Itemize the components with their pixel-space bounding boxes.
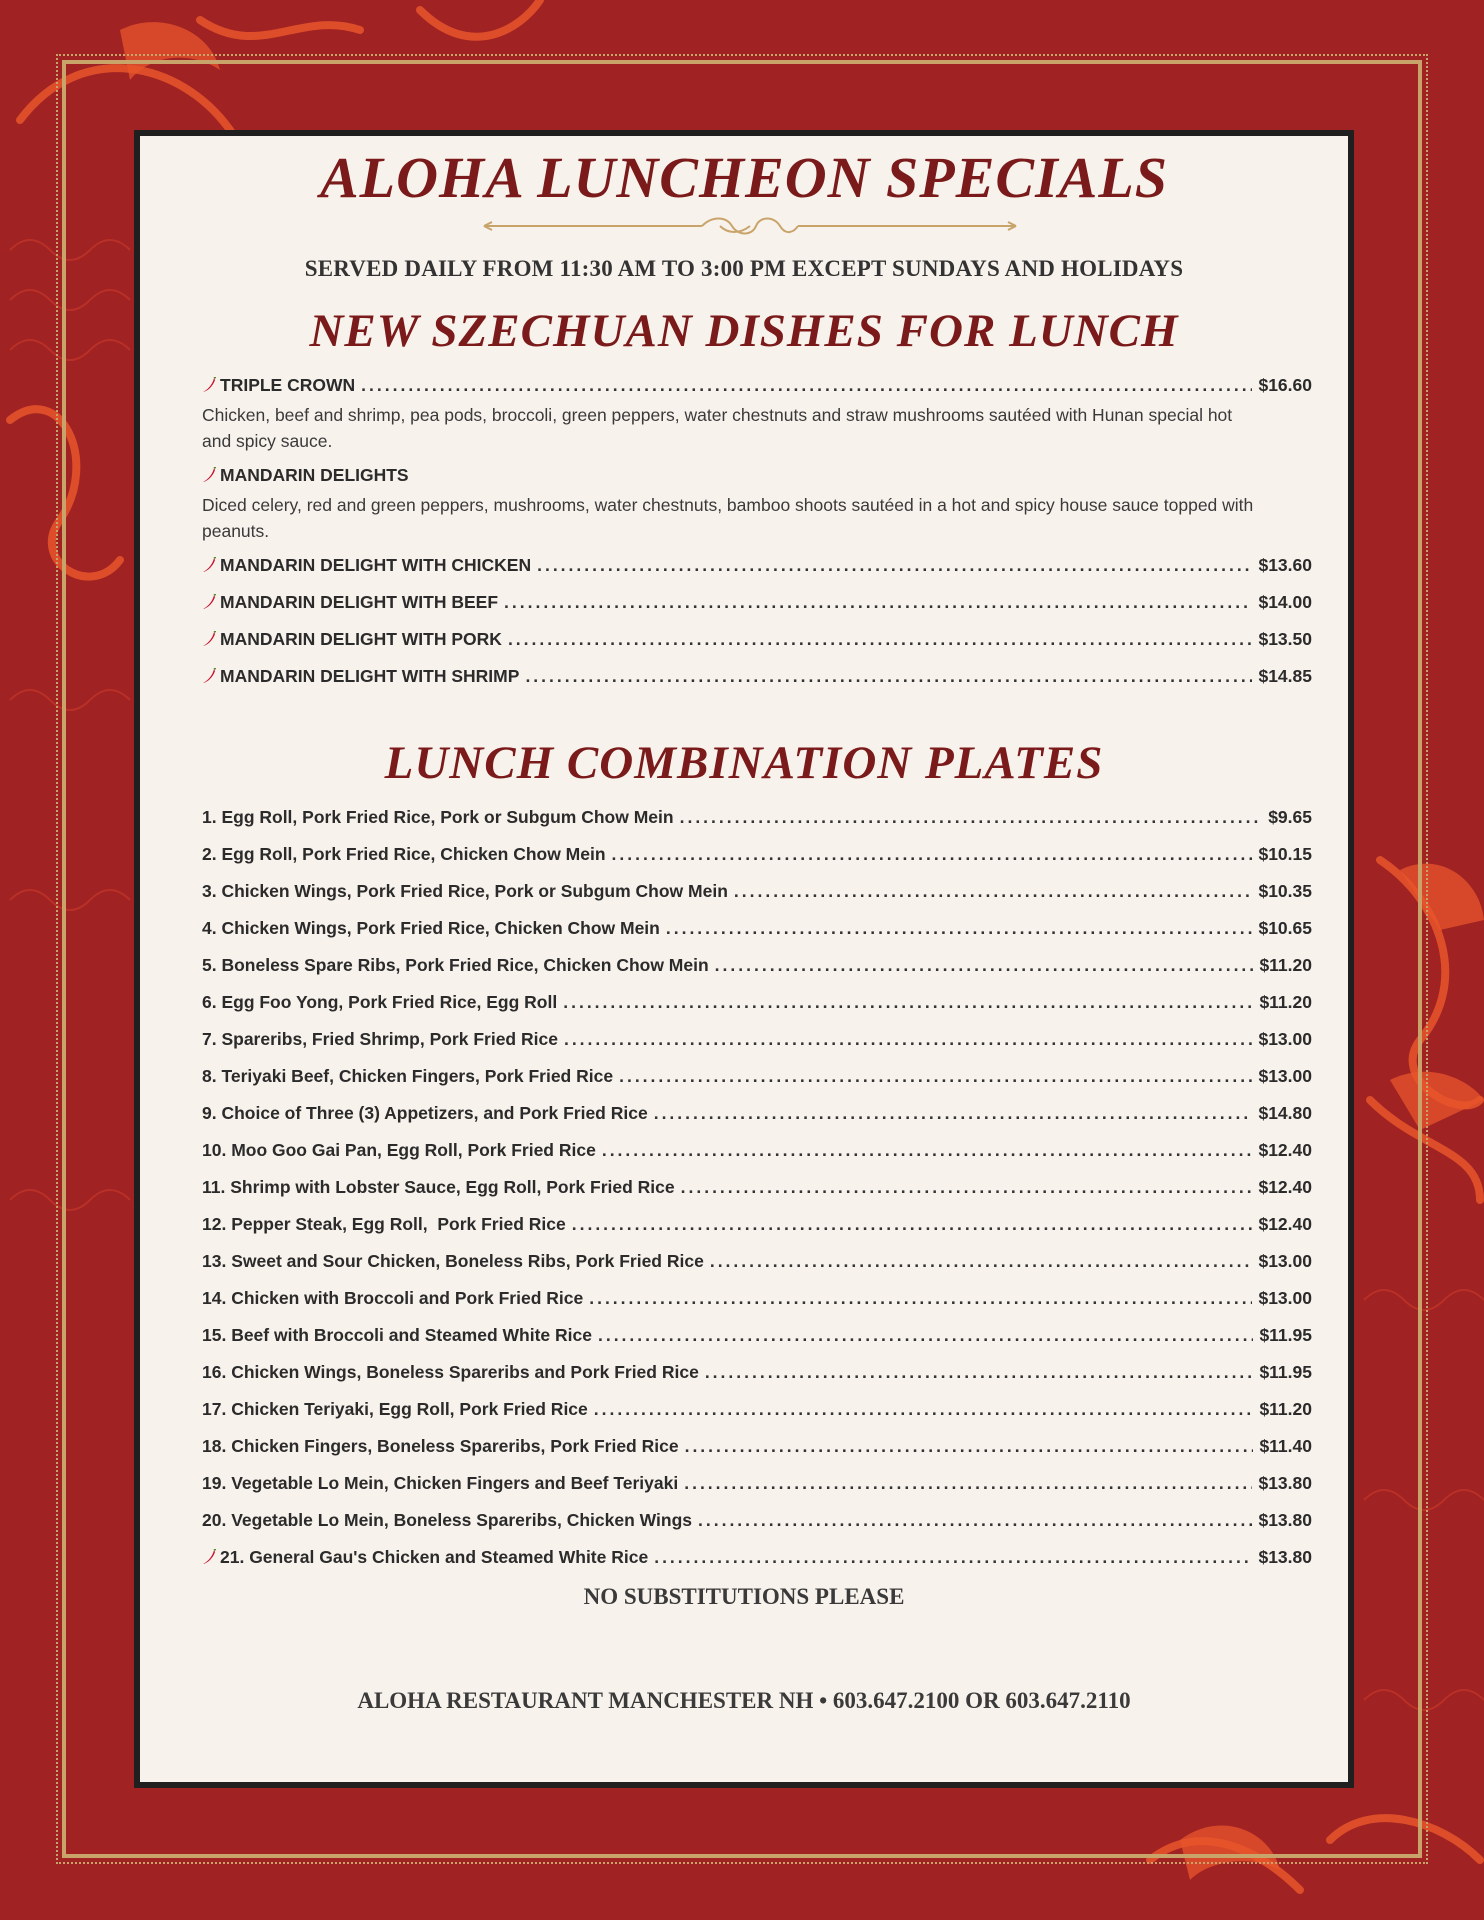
item-name: TRIPLE CROWN bbox=[220, 375, 356, 395]
item-name: MANDARIN DELIGHT WITH PORK bbox=[220, 629, 502, 649]
chili-pepper-icon bbox=[202, 467, 220, 488]
item-name: 8. Teriyaki Beef, Chicken Fingers, Pork Fried Rice bbox=[202, 1066, 614, 1086]
dot-leader bbox=[710, 1251, 1253, 1272]
dot-leader bbox=[525, 666, 1252, 687]
combo-item bbox=[202, 1473, 1312, 1503]
item-price: $11.40 bbox=[1259, 1436, 1312, 1456]
combo-item bbox=[202, 881, 1312, 911]
combo-item bbox=[202, 1510, 1312, 1540]
chili-pepper-icon bbox=[202, 594, 220, 615]
dot-leader bbox=[705, 1362, 1254, 1383]
item-price: $14.00 bbox=[1258, 592, 1312, 612]
item-name: 5. Boneless Spare Ribs, Pork Fried Rice, Chicken Chow Mein bbox=[202, 955, 709, 975]
item-name: 12. Pepper Steak, Egg Roll, Pork Fried Rice bbox=[202, 1214, 566, 1234]
item-name: MANDARIN DELIGHTS bbox=[220, 465, 409, 485]
item-price: $11.95 bbox=[1259, 1362, 1312, 1382]
menu-panel bbox=[134, 130, 1354, 1788]
dot-leader bbox=[685, 1436, 1254, 1457]
item-price: $13.00 bbox=[1258, 1029, 1312, 1049]
item-price: $12.40 bbox=[1258, 1214, 1312, 1234]
item-price: $16.60 bbox=[1258, 375, 1312, 395]
item-name: 9. Choice of Three (3) Appetizers, and Pork Fried Rice bbox=[202, 1103, 648, 1123]
item-price: $13.80 bbox=[1258, 1473, 1312, 1493]
item-price: $13.60 bbox=[1258, 555, 1312, 575]
dot-leader bbox=[598, 1325, 1253, 1346]
combo-item bbox=[202, 1436, 1312, 1466]
combo-item bbox=[202, 1547, 1312, 1577]
item-price: $14.80 bbox=[1258, 1103, 1312, 1123]
no-substitutions-note: NO SUBSTITUTIONS PLEASE bbox=[583, 1584, 905, 1609]
item-name: 20. Vegetable Lo Mein, Boneless Spareribs, Chicken Wings bbox=[202, 1510, 692, 1530]
item-name: 10. Moo Goo Gai Pan, Egg Roll, Pork Fried Rice bbox=[202, 1140, 596, 1160]
combo-item bbox=[202, 1288, 1312, 1318]
dot-leader bbox=[698, 1510, 1252, 1531]
item-description: Chicken, beef and shrimp, pea pods, broccoli, green peppers, water chestnuts and straw mushrooms sautéed with Hunan special hot and spicy sauce. bbox=[202, 405, 1233, 451]
menu-item-triple-crown bbox=[202, 375, 1312, 405]
combo-item bbox=[202, 918, 1312, 948]
item-price: $10.35 bbox=[1258, 881, 1312, 901]
item-name: 6. Egg Foo Yong, Pork Fried Rice, Egg Roll bbox=[202, 992, 558, 1012]
dot-leader bbox=[619, 1066, 1252, 1087]
item-name: MANDARIN DELIGHT WITH CHICKEN bbox=[220, 555, 532, 575]
dot-leader bbox=[684, 1473, 1252, 1494]
dot-leader bbox=[572, 1214, 1253, 1235]
item-price: $13.00 bbox=[1258, 1288, 1312, 1308]
item-price: $13.00 bbox=[1258, 1251, 1312, 1271]
item-name: 19. Vegetable Lo Mein, Chicken Fingers and Beef Teriyaki bbox=[202, 1473, 679, 1493]
combo-item bbox=[202, 1103, 1312, 1133]
item-name: 4. Chicken Wings, Pork Fried Rice, Chicken Chow Mein bbox=[202, 918, 660, 938]
dot-leader bbox=[508, 629, 1253, 650]
combo-item bbox=[202, 807, 1312, 837]
menu-item bbox=[202, 592, 1312, 622]
dot-leader bbox=[361, 375, 1252, 396]
item-price: $13.50 bbox=[1258, 629, 1312, 649]
dot-leader bbox=[602, 1140, 1253, 1161]
item-price: $9.65 bbox=[1268, 807, 1312, 827]
item-description: Diced celery, red and green peppers, mushrooms, water chestnuts, bamboo shoots sautéed in a hot and spicy house sauce topped with peanuts. bbox=[202, 495, 1254, 541]
combo-item bbox=[202, 992, 1312, 1022]
restaurant-footer: ALOHA RESTAURANT MANCHESTER NH • 603.647.2100 OR 603.647.2110 bbox=[357, 1688, 1131, 1713]
item-name: 1. Egg Roll, Pork Fried Rice, Pork or Subgum Chow Mein bbox=[202, 807, 674, 827]
item-price: $10.65 bbox=[1258, 918, 1312, 938]
combo-item bbox=[202, 1251, 1312, 1281]
combo-item bbox=[202, 1029, 1312, 1059]
item-name: 15. Beef with Broccoli and Steamed White Rice bbox=[202, 1325, 592, 1345]
served-hours-notice: SERVED DAILY FROM 11:30 AM TO 3:00 PM EXCEPT SUNDAYS AND HOLIDAYS bbox=[304, 256, 1184, 281]
dot-leader bbox=[594, 1399, 1254, 1420]
dot-leader bbox=[504, 592, 1252, 613]
dot-leader bbox=[654, 1103, 1253, 1124]
combo-item bbox=[202, 1066, 1312, 1096]
item-price: $11.95 bbox=[1259, 1325, 1312, 1345]
item-price: $11.20 bbox=[1259, 992, 1312, 1012]
item-name: 3. Chicken Wings, Pork Fried Rice, Pork or Subgum Chow Mein bbox=[202, 881, 728, 901]
item-name: 21. General Gau's Chicken and Steamed White Rice bbox=[220, 1547, 649, 1567]
dot-leader bbox=[666, 918, 1253, 939]
combo-item bbox=[202, 1399, 1312, 1429]
chili-pepper-icon bbox=[202, 557, 220, 578]
item-name: 14. Chicken with Broccoli and Pork Fried Rice bbox=[202, 1288, 584, 1308]
item-name: 16. Chicken Wings, Boneless Spareribs and Pork Fried Rice bbox=[202, 1362, 699, 1382]
combo-item bbox=[202, 1214, 1312, 1244]
dot-leader bbox=[734, 881, 1253, 902]
item-price: $14.85 bbox=[1258, 666, 1312, 686]
item-name: 11. Shrimp with Lobster Sauce, Egg Roll, Pork Fried Rice bbox=[202, 1177, 675, 1197]
menu-item bbox=[202, 555, 1312, 585]
dot-leader bbox=[681, 1177, 1253, 1198]
chili-pepper-icon bbox=[202, 1549, 220, 1570]
dot-leader bbox=[537, 555, 1252, 576]
dot-leader bbox=[612, 844, 1253, 865]
dot-leader bbox=[654, 1547, 1252, 1568]
item-price: $12.40 bbox=[1258, 1140, 1312, 1160]
dot-leader bbox=[715, 955, 1254, 976]
divider-flourish bbox=[480, 214, 1020, 238]
chili-pepper-icon bbox=[202, 668, 220, 689]
item-name: MANDARIN DELIGHT WITH BEEF bbox=[220, 592, 499, 612]
page-title: ALOHA LUNCHEON SPECIALS bbox=[319, 145, 1169, 210]
combo-item bbox=[202, 1177, 1312, 1207]
item-name: 7. Spareribs, Fried Shrimp, Pork Fried Rice bbox=[202, 1029, 558, 1049]
combination-heading: LUNCH COMBINATION PLATES bbox=[384, 737, 1104, 789]
chili-pepper-icon bbox=[202, 631, 220, 652]
item-name: 18. Chicken Fingers, Boneless Spareribs, Pork Fried Rice bbox=[202, 1436, 679, 1456]
menu-item bbox=[202, 629, 1312, 659]
combo-item bbox=[202, 1325, 1312, 1355]
item-name: 13. Sweet and Sour Chicken, Boneless Ribs, Pork Fried Rice bbox=[202, 1251, 704, 1271]
chili-pepper-icon bbox=[202, 377, 220, 398]
combo-item bbox=[202, 1362, 1312, 1392]
item-name: MANDARIN DELIGHT WITH SHRIMP bbox=[220, 666, 520, 686]
combo-item bbox=[202, 844, 1312, 874]
menu-item bbox=[202, 666, 1312, 696]
item-price: $10.15 bbox=[1258, 844, 1312, 864]
item-name: 2. Egg Roll, Pork Fried Rice, Chicken Chow Mein bbox=[202, 844, 606, 864]
combo-item bbox=[202, 1140, 1312, 1170]
item-price: $13.80 bbox=[1258, 1510, 1312, 1530]
item-price: $12.40 bbox=[1258, 1177, 1312, 1197]
combo-item bbox=[202, 955, 1312, 985]
item-price: $11.20 bbox=[1259, 955, 1312, 975]
dot-leader bbox=[680, 807, 1263, 828]
menu-item-mandarin-delights bbox=[202, 465, 1312, 495]
dot-leader bbox=[563, 992, 1253, 1013]
dot-leader bbox=[589, 1288, 1252, 1309]
item-name: 17. Chicken Teriyaki, Egg Roll, Pork Fried Rice bbox=[202, 1399, 588, 1419]
item-price: $13.00 bbox=[1258, 1066, 1312, 1086]
szechuan-heading: NEW SZECHUAN DISHES FOR LUNCH bbox=[309, 305, 1179, 357]
item-price: $11.20 bbox=[1259, 1399, 1312, 1419]
dot-leader bbox=[564, 1029, 1253, 1050]
item-price: $13.80 bbox=[1258, 1547, 1312, 1567]
